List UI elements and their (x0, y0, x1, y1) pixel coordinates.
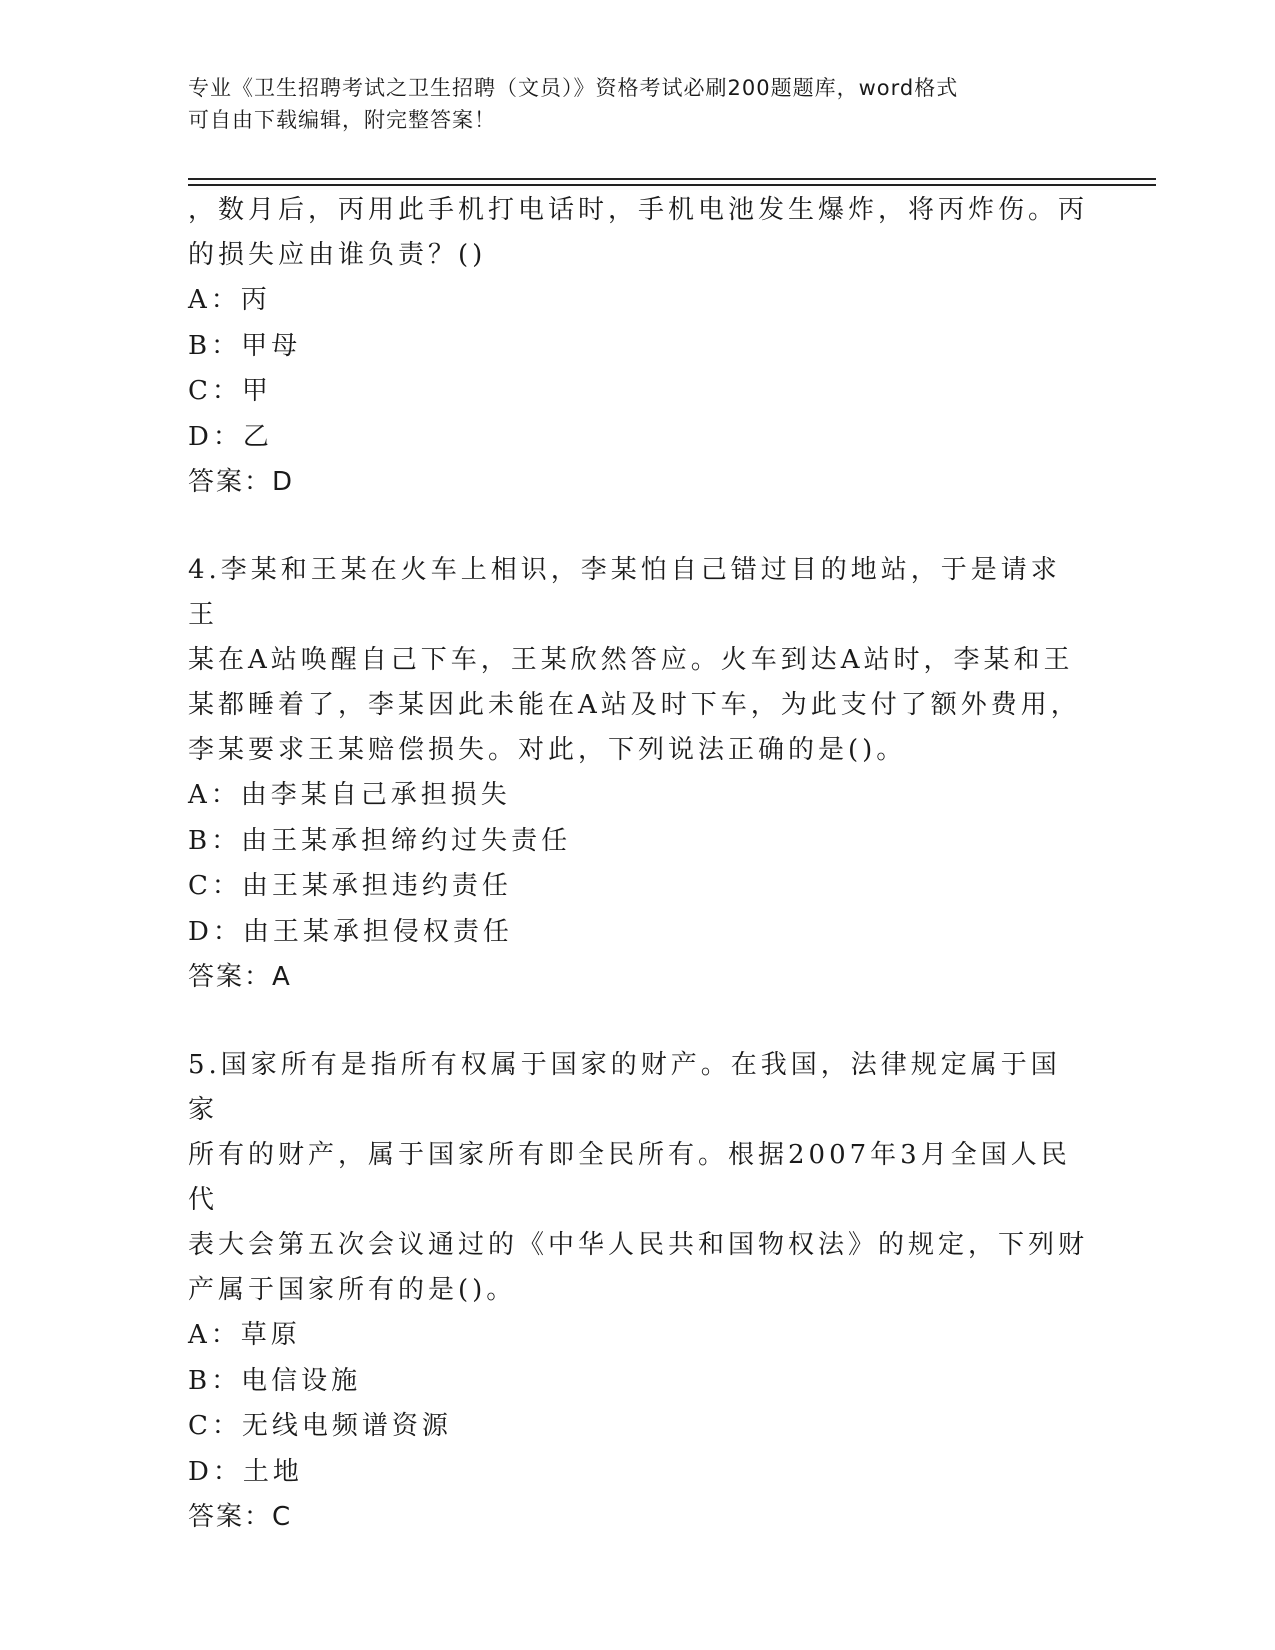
header-line-2: 可自由下载编辑，附完整答案！ (188, 108, 496, 132)
question-5-stem-line-1: 5.国家所有是指所有权属于国家的财产。在我国，法律规定属于国家 (188, 1050, 1061, 1125)
question-5-stem-line-4: 产属于国家所有的是()。 (188, 1275, 517, 1305)
question-3-answer: 答案：D (188, 467, 295, 497)
question-3-option-b: B：甲母 (188, 330, 302, 361)
question-3-option-d: D：乙 (188, 421, 273, 452)
header-divider-top (188, 178, 1156, 180)
question-3-stem-line-1: ，数月后，丙用此手机打电话时，手机电池发生爆炸，将丙炸伤。丙 (188, 195, 1089, 225)
question-3-option-c: C：甲 (188, 376, 272, 406)
question-4-stem-line-3: 某都睡着了，李某因此未能在A站及时下车，为此支付了额外费用， (188, 690, 1081, 720)
question-5-option-b: B：电信设施 (188, 1365, 362, 1396)
header-divider-bottom (188, 184, 1156, 186)
question-3-option-a: A：丙 (188, 285, 271, 315)
question-5-answer: 答案：C (188, 1502, 293, 1532)
question-4-answer: 答案：A (188, 962, 292, 992)
question-3-stem-line-2: 的损失应由谁负责？() (188, 240, 487, 270)
document-body (188, 188, 1088, 1540)
spacer (188, 505, 1088, 548)
question-4 (188, 548, 1088, 1000)
question-5-stem-line-3: 表大会第五次会议通过的《中华人民共和国物权法》的规定，下列财 (188, 1230, 1089, 1260)
question-4-stem-line-2: 某在A站唤醒自己下车，王某欣然答应。火车到达A站时，李某和王 (188, 645, 1074, 675)
question-4-option-b: B：由王某承担缔约过失责任 (188, 825, 572, 856)
question-5-stem-line-2: 所有的财产，属于国家所有即全民所有。根据2007年3月全国人民代 (188, 1140, 1071, 1215)
question-5 (188, 1043, 1088, 1540)
question-4-option-a: A：由李某自己承担损失 (188, 780, 511, 810)
question-4-stem-line-4: 李某要求王某赔偿损失。对此，下列说法正确的是()。 (188, 735, 907, 765)
spacer (188, 1000, 1088, 1043)
question-5-option-d: D：土地 (188, 1456, 303, 1487)
header-line-1: 专业《卫生招聘考试之卫生招聘（文员）》资格考试必刷200题题库，word格式 (188, 76, 959, 100)
question-4-option-d: D：由王某承担侵权责任 (188, 916, 513, 947)
question-4-option-c: C：由王某承担违约责任 (188, 871, 512, 901)
question-3 (188, 188, 1088, 505)
question-5-option-a: A：草原 (188, 1320, 301, 1350)
question-5-option-c: C：无线电频谱资源 (188, 1411, 452, 1441)
page-header (188, 72, 1068, 136)
question-4-stem-line-1: 4.李某和王某在火车上相识，李某怕自己错过目的地站，于是请求王 (188, 555, 1061, 630)
